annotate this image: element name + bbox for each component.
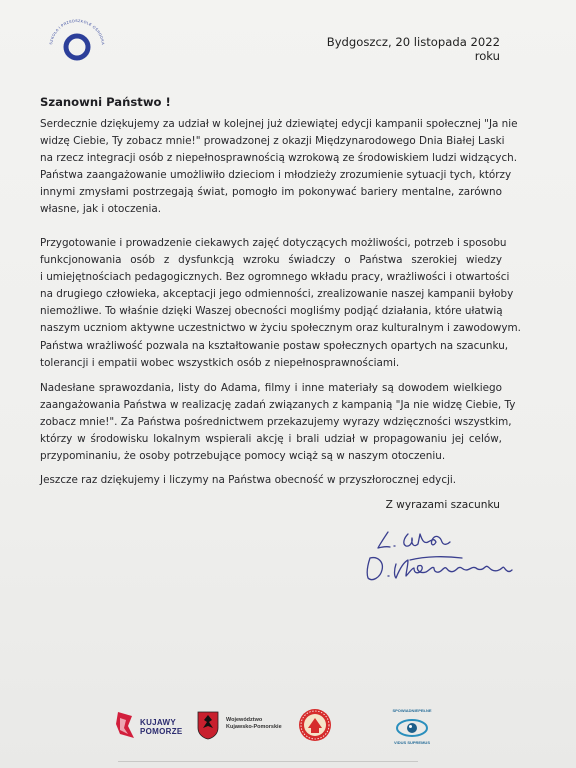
paragraph-3 xyxy=(40,380,516,465)
text-line: Przygotowanie i prowadzenie ciekawych zajęć dotyczących możliwości, potrzeb i sposobu xyxy=(40,237,507,249)
footer-logos xyxy=(0,700,576,760)
text-line: i umiejętnościach pedagogicznych. Bez ogromnego wkładu pracy, wrażliwości i otwartości xyxy=(40,271,510,284)
text-line: funkcjonowania osób z dysfunkcją wzroku świadczy o Państwa szerokiej wiedzy xyxy=(40,254,502,267)
text-line: zaangażowania Państwa w realizację zadań związanych z kampanią "Ja nie widzę Ciebie, Ty xyxy=(40,399,516,412)
text-line: na drugiego człowieka, akceptacji jego odmienności, zrealizowanie naszej kampanii byłoby xyxy=(40,288,514,301)
text-line: Serdecznie dziękujemy za udział w kolejnej już dziewiątej edycji kampanii społecznej "Ja nie xyxy=(40,118,518,130)
salutation: Szanowni Państwo ! xyxy=(40,95,171,109)
round-emblem-logo xyxy=(298,708,332,742)
footer-divider xyxy=(118,761,418,762)
text-line: tolerancji i empatii wobec wszystkich osób z niepełnosprawnościami. xyxy=(40,356,400,369)
kujawy-text: KUJAWY xyxy=(140,718,177,727)
signature-1 xyxy=(378,532,450,548)
school-logo-text: SZKOŁA I PRZEDSZKOLE OŚRODKA xyxy=(49,18,105,46)
wojewodztwo-logo xyxy=(196,706,296,748)
wojewodztwo-text: Województwo xyxy=(226,717,263,723)
kujawy-pomorze-logo xyxy=(114,708,192,748)
text-line: Jeszcze raz dziękujemy i liczymy na Państwa obecność w przyszłorocznej edycji. xyxy=(40,474,457,486)
text-line: Nadesłane sprawozdania, listy do Adama, filmy i inne materiały są dowodem wielkiego xyxy=(40,382,502,394)
text-line: Państwa wrażliwość pozwala na kształtowanie postaw społecznych opartych na szacunku, xyxy=(40,339,509,352)
text-line: na rzecz integracji osób z niepełnosprawnością wzrokową ze środowiskiem ludzi widzących. xyxy=(40,152,518,165)
signatures xyxy=(350,520,520,590)
eye-logo-bottom-text: VIDUS SUPREMUS xyxy=(393,740,430,745)
svg-text:SZKOŁA I PRZEDSZKOLE OŚRODKA W xyxy=(44,14,105,46)
closing-phrase: Z wyrazami szacunku xyxy=(385,499,500,511)
text-line: widzę Ciebie, Ty zobacz mnie!" prowadzonej z okazji Międzynarodowego Dnia Białej Laski xyxy=(40,135,505,148)
text-line: innymi zmysłami postrzegają świat, pomogło im pokonywać bariery mentalne, zarówno xyxy=(40,186,502,199)
paragraph-1 xyxy=(40,116,518,219)
text-line: niemożliwe. To właśnie dzięki Waszej obecności mogliśmy podjąć działania, które ułatwią xyxy=(40,305,503,318)
text-line: własne, jak i otoczenia. xyxy=(40,203,162,216)
text-line: zobacz mnie!". Za Państwa pośrednictwem przekazujemy wyrazy wdzięczności wszystkim, xyxy=(40,416,512,429)
eye-logo-top-text: SPOWIADNIEPEŁNE xyxy=(392,708,432,713)
signature-2 xyxy=(367,557,512,580)
pomorze-text: POMORZE xyxy=(140,727,183,736)
school-logo xyxy=(44,14,110,80)
text-line: naszym uczniom aktywne uczestnictwo w życiu społecznym oraz kulturalnym i zawodowym. xyxy=(40,322,521,335)
paragraph-4 xyxy=(40,472,502,489)
text-line: przypominaniu, że osoby potrzebujące pomocy wciąż są w naszym otoczeniu. xyxy=(40,450,446,463)
text-line: Państwa zaangażowanie umożliwiło dzieciom i młodzieży zrozumienie sytuacji tych, którzy xyxy=(40,169,512,182)
paragraph-2 xyxy=(40,235,521,372)
kujawsko-pomorskie-text: Kujawsko-Pomorskie xyxy=(226,724,282,730)
place-and-date: Bydgoszcz, 20 listopada 2022 roku xyxy=(326,35,500,63)
text-line: którzy w środowisku lokalnym wspierali akcję i brali udział w propagowaniu jej celów, xyxy=(40,433,502,446)
eye-logo xyxy=(388,708,436,754)
